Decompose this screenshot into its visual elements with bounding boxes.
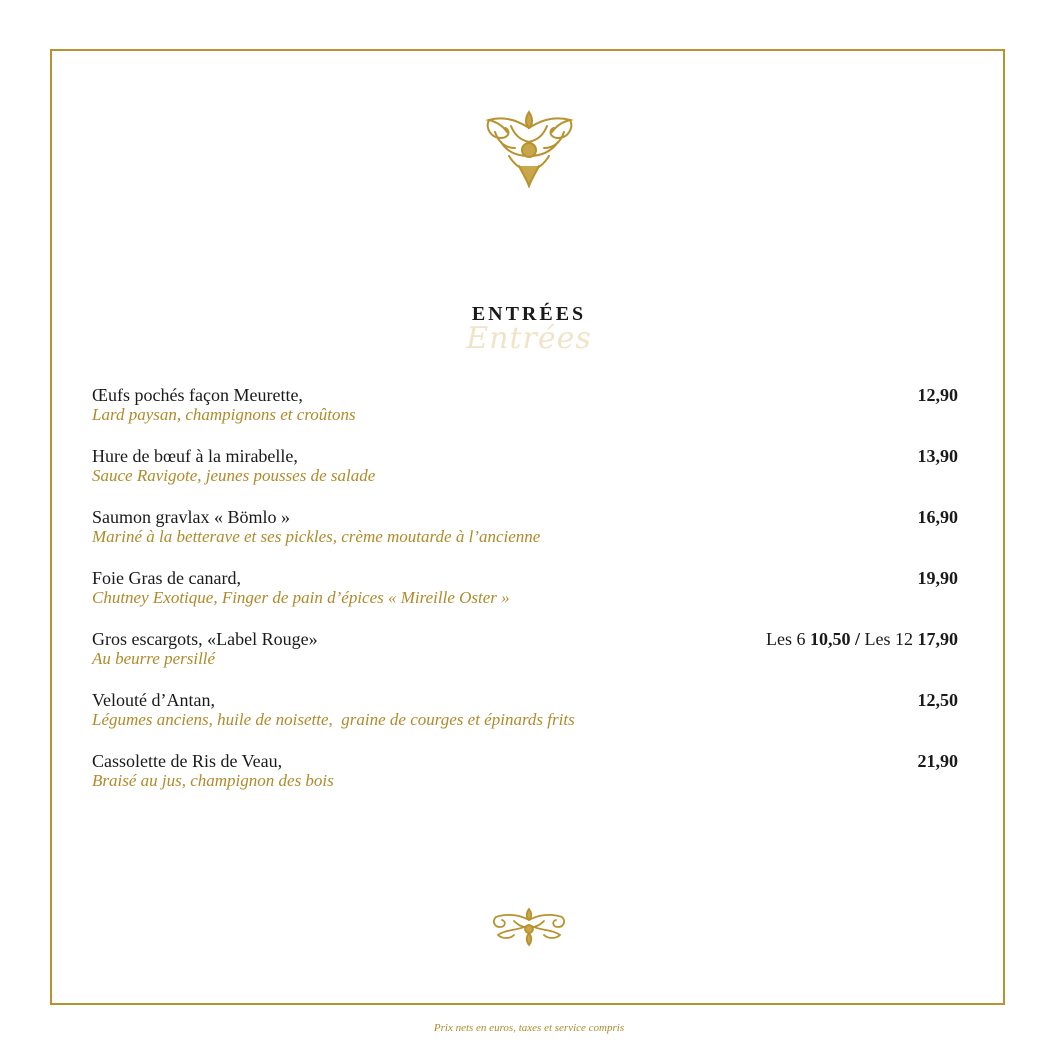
menu-item-name: Velouté d’Antan, (92, 690, 215, 710)
scroll-flourish-icon (488, 905, 570, 947)
menu-item-name: Saumon gravlax « Bömlo » (92, 507, 290, 527)
menu-item-price (918, 688, 959, 712)
menu-item-name: Gros escargots, «Label Rouge» (92, 629, 318, 649)
menu-item-price (918, 383, 959, 407)
section-header (0, 298, 1058, 358)
price-label-12: Les 12 (864, 629, 913, 649)
price-label-6: Les 6 (765, 629, 806, 649)
menu-list (92, 383, 958, 810)
menu-item (92, 749, 958, 810)
menu-item-name: Cassolette de Ris de Veau, (92, 751, 283, 771)
price-value: 12,90 (917, 385, 958, 405)
price-value: 19,90 (917, 568, 958, 588)
menu-item (92, 627, 958, 688)
menu-item-description: Chutney Exotique, Finger de pain d’épices « Mireille Oster » (92, 588, 510, 607)
menu-item-name: Hure de bœuf à la mirabelle, (92, 446, 298, 466)
menu-item-price (918, 444, 959, 468)
menu-item (92, 444, 958, 505)
section-script-title: Entrées (466, 321, 592, 356)
price-separator: / (854, 629, 860, 649)
menu-item-name: Œufs pochés façon Meurette, (92, 385, 303, 405)
price-value: 16,90 (917, 507, 958, 527)
menu-item-description: Braisé au jus, champignon des bois (92, 771, 334, 790)
section-title: ENTRÉES (471, 303, 587, 325)
menu-item-description: Mariné à la betterave et ses pickles, crème moutarde à l’ancienne (92, 527, 541, 546)
menu-item-price (918, 505, 959, 529)
price-value: 12,50 (917, 690, 958, 710)
menu-item-price (918, 749, 959, 773)
menu-item (92, 566, 958, 627)
menu-item-description: Lard paysan, champignons et croûtons (92, 405, 356, 424)
price-value: 13,90 (917, 446, 958, 466)
price-value-12: 17,90 (917, 629, 958, 649)
menu-item-price (918, 566, 959, 590)
menu-item (92, 505, 958, 566)
menu-item (92, 688, 958, 749)
price-value: 21,90 (917, 751, 958, 771)
menu-item-description: Au beurre persillé (92, 649, 216, 668)
price-value-6: 10,50 (809, 629, 851, 649)
menu-item-description: Sauce Ravigote, jeunes pousses de salade (92, 466, 376, 485)
menu-item (92, 383, 958, 444)
baroque-crest-icon (481, 108, 578, 188)
menu-item-price-dual (766, 627, 958, 651)
menu-item-name: Foie Gras de canard, (92, 568, 241, 588)
footer-price-note: Prix nets en euros, taxes et service compris (433, 1022, 625, 1034)
menu-item-description: Légumes anciens, huile de noisette, graine de courges et épinards frits (92, 710, 575, 729)
